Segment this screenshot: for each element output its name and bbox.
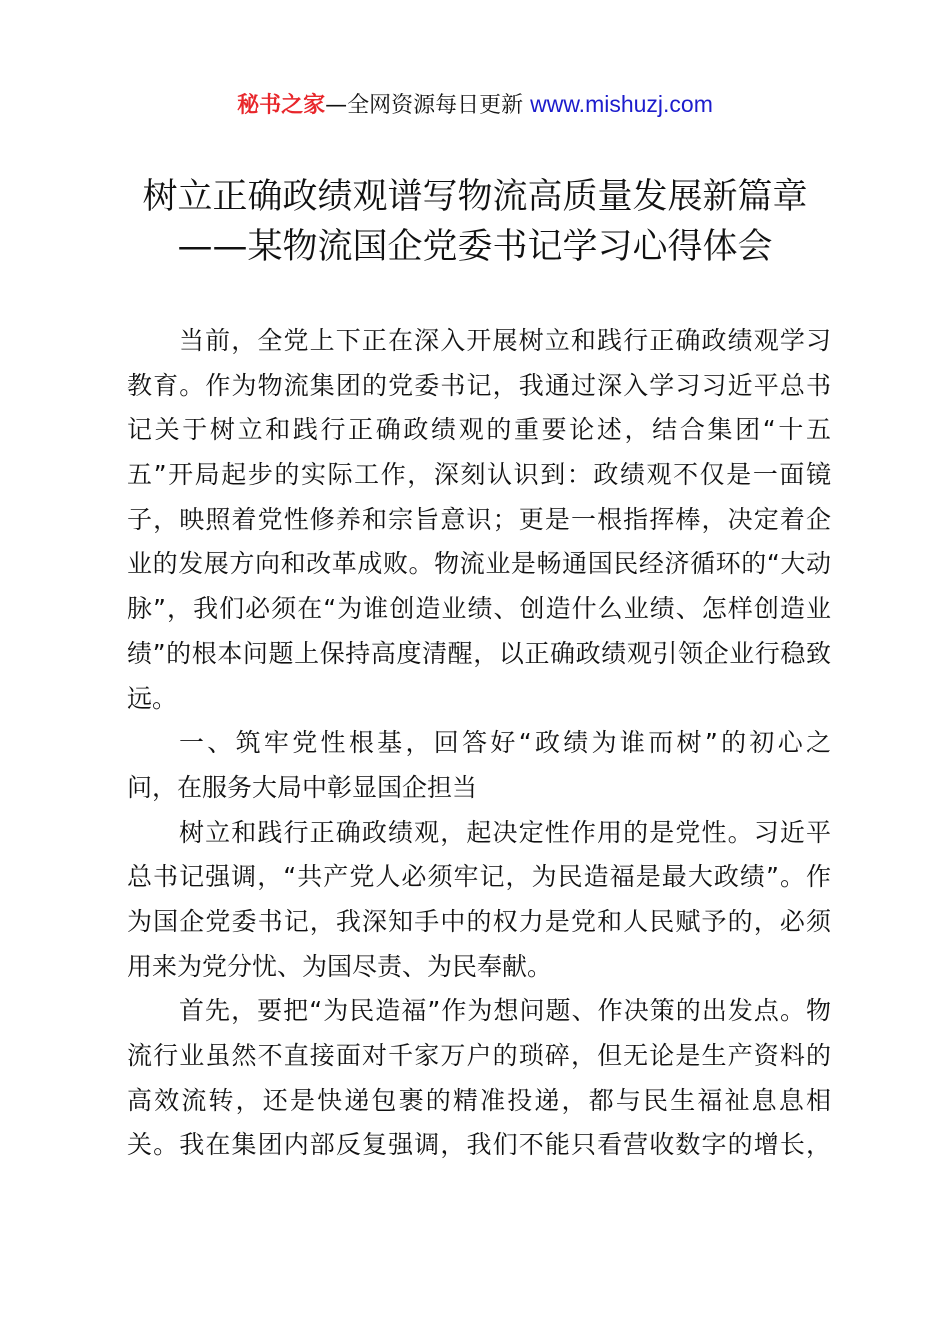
document-title [0, 172, 950, 272]
text-line: 流行业虽然不直接面对千家万户的琐碎，但无论是生产资料的 [127, 1041, 831, 1070]
text-line: 五”开局起步的实际工作，深刻认识到：政绩观不仅是一面镜 [127, 460, 831, 490]
paragraph [127, 989, 831, 1168]
brand-name: 秘书之家 [237, 93, 326, 118]
site-url[interactable]: www.mishuzj.com [530, 91, 713, 117]
text-line: 用来为党分忧、为国尽责、为民奉献。 [127, 951, 553, 981]
text-line: 高效流转，还是快递包裹的精准投递，都与民生福祉息息相 [127, 1085, 831, 1115]
paragraph [127, 319, 831, 721]
text-line: 绩”的根本问题上保持高度清醒，以正确政绩观引领企业行稳致 [127, 638, 831, 668]
document-body [127, 319, 831, 1168]
text-line: 一、筑牢党性根基，回答好“政绩为谁而树”的初心之 [179, 728, 831, 758]
text-line: 首先，要把“为民造福”作为想问题、作决策的出发点。物 [179, 996, 831, 1026]
text-line: 脉”，我们必须在“为谁创造业绩、创造什么业绩、怎样创造业 [127, 594, 831, 624]
site-banner [0, 88, 950, 122]
text-line: 关。我在集团内部反复强调，我们不能只看营收数字的增长， [127, 1130, 831, 1160]
text-line: 业的发展方向和改革成败。物流业是畅通国民经济循环的“大动 [127, 549, 831, 579]
title-main: 树立正确政绩观谱写物流高质量发展新篇章 [142, 177, 808, 217]
text-line: 远。 [127, 683, 178, 713]
text-line: 为国企党委书记，我深知手中的权力是党和人民赋予的，必须 [127, 906, 831, 936]
banner-slogan: —全网资源每日更新 [325, 93, 531, 118]
section-heading [127, 721, 831, 810]
text-line: 教育。作为物流集团的党委书记，我通过深入学习习近平总书 [127, 370, 831, 400]
text-line: 问，在服务大局中彰显国企担当 [127, 772, 478, 802]
title-subtitle: ——某物流国企党委书记学习心得体会 [177, 227, 773, 267]
text-line: 树立和践行正确政绩观，起决定性作用的是党性。习近平 [179, 817, 831, 847]
text-line: 子，映照着党性修养和宗旨意识；更是一根指挥棒，决定着企 [127, 504, 831, 534]
text-line: 记关于树立和践行正确政绩观的重要论述，结合集团“十五 [127, 415, 831, 445]
text-line: 当前，全党上下正在深入开展树立和践行正确政绩观学习 [179, 326, 831, 355]
text-line: 总书记强调，“共产党人必须牢记，为民造福是最大政绩”。作 [127, 862, 831, 892]
paragraph [127, 811, 831, 990]
